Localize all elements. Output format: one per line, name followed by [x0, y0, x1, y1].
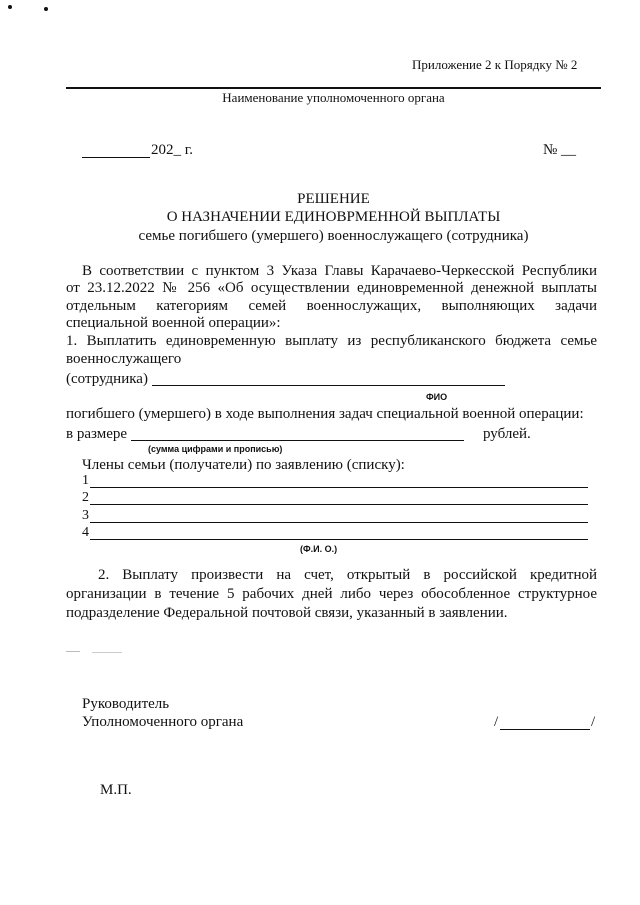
item1-line-2: военнослужащего — [66, 351, 182, 367]
family-row-field[interactable] — [90, 487, 588, 488]
serviceman-label: (сотрудника) — [66, 371, 148, 387]
date-blank — [82, 157, 150, 158]
signature-field[interactable] — [500, 729, 590, 730]
appendix-reference: Приложение 2 к Порядку № 2 — [412, 57, 578, 72]
serviceman-fio-field[interactable] — [152, 385, 505, 386]
decision-number: № __ — [543, 142, 577, 158]
item1-line-1: 1. Выплатить единовременную выплату из республиканского бюджета семье — [66, 333, 597, 349]
date-year: 202_ г. — [151, 142, 193, 158]
family-row-number: 2 — [82, 490, 89, 505]
family-caption: (Ф.И. О.) — [300, 544, 338, 554]
family-heading: Члены семьи (получатели) по заявлению (списку): — [82, 457, 405, 473]
signatory-role: Руководитель — [82, 696, 170, 712]
family-row-field[interactable] — [90, 522, 588, 523]
item2-line-3: подразделение Федеральной почтовой связи, указанный в заявлении. — [66, 605, 508, 621]
family-row-number: 3 — [82, 508, 89, 523]
family-row-field[interactable] — [90, 539, 588, 540]
scan-speck — [92, 652, 122, 653]
decision-subtitle: О НАЗНАЧЕНИИ ЕДИНОВРМЕННОЙ ВЫПЛАТЫ — [166, 209, 501, 225]
item2-line-2: организации в течение 5 рабочих дней либо через обособленное структурное — [66, 586, 597, 602]
decision-title: РЕШЕНИЕ — [297, 191, 370, 207]
amount-unit: рублей. — [483, 426, 531, 442]
item2-line-1: 2. Выплату произвести на счет, открытый в российской кредитной — [98, 567, 597, 583]
signature-slash-left: / — [494, 714, 499, 730]
fio-caption: ФИО — [426, 392, 448, 402]
signatory-authority: Уполномоченного органа — [82, 714, 244, 730]
stamp-placeholder: М.П. — [100, 782, 132, 798]
intro-line-1: В соответствии с пунктом 3 Указа Главы Карачаево-Черкесской Республики — [82, 263, 597, 279]
scan-speck — [44, 7, 48, 11]
scan-speck — [66, 651, 80, 652]
authority-name-caption: Наименование уполномоченного органа — [222, 90, 445, 105]
signature-slash-right: / — [591, 714, 596, 730]
amount-caption: (сумма цифрами и прописью) — [148, 444, 283, 454]
scan-speck — [8, 5, 12, 9]
amount-label: в размере — [66, 426, 128, 442]
intro-line-2: от 23.12.2022 № 256 «Об осуществлении единовременной денежной выплаты — [66, 280, 597, 296]
family-row-field[interactable] — [90, 504, 588, 505]
header-rule — [66, 87, 601, 89]
family-row-number: 4 — [82, 525, 89, 540]
family-row-number: 1 — [82, 473, 89, 488]
intro-line-4: специальной военной операции»: — [66, 315, 281, 331]
item1-line-4: погибшего (умершего) в ходе выполнения задач специальной военной операции: — [66, 406, 584, 422]
decision-recipient: семье погибшего (умершего) военнослужащего (сотрудника) — [138, 228, 529, 244]
amount-field[interactable] — [131, 440, 464, 441]
intro-line-3: отдельным категориям семей военнослужащих, выполняющих задачи — [66, 298, 597, 314]
